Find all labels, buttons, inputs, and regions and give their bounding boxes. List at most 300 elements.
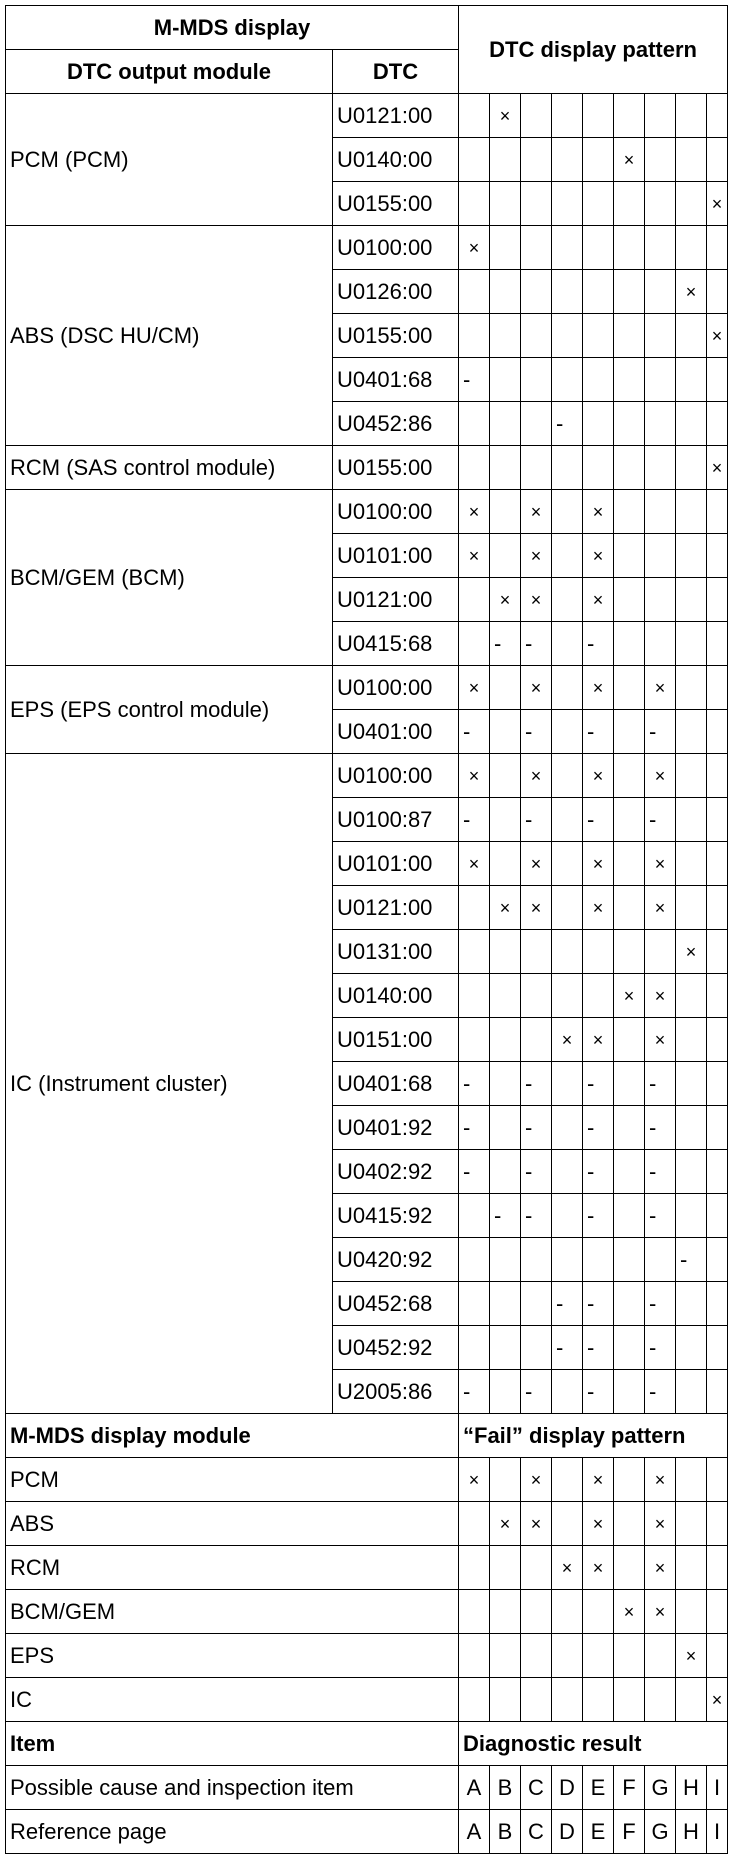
empty-cell: [707, 490, 728, 534]
empty-cell: [552, 446, 583, 490]
empty-cell: [676, 1590, 707, 1634]
empty-cell: [614, 182, 645, 226]
cross-mark: ×: [676, 270, 707, 314]
dtc-row: [6, 446, 728, 490]
empty-cell: [707, 358, 728, 402]
empty-cell: [459, 1018, 490, 1062]
dtc-code-cell: U0126:00: [333, 270, 459, 314]
empty-cell: [490, 490, 521, 534]
empty-cell: [459, 622, 490, 666]
result-letter-link[interactable]: G: [645, 1766, 676, 1810]
empty-cell: [490, 1678, 521, 1722]
cross-mark: ×: [583, 490, 614, 534]
cross-mark: ×: [645, 1458, 676, 1502]
dtc-code-cell: U0131:00: [333, 930, 459, 974]
empty-cell: [614, 1458, 645, 1502]
empty-cell: [645, 226, 676, 270]
dash-mark: -: [645, 1150, 676, 1194]
empty-cell: [490, 314, 521, 358]
empty-cell: [645, 94, 676, 138]
empty-cell: [707, 974, 728, 1018]
empty-cell: [490, 1282, 521, 1326]
dtc-row: [6, 490, 728, 534]
empty-cell: [707, 578, 728, 622]
empty-cell: [583, 138, 614, 182]
empty-cell: [614, 1546, 645, 1590]
empty-cell: [676, 534, 707, 578]
result-letter-link[interactable]: D: [552, 1766, 583, 1810]
cross-mark: ×: [645, 754, 676, 798]
dash-mark: -: [459, 1150, 490, 1194]
empty-cell: [552, 1238, 583, 1282]
empty-cell: [521, 446, 552, 490]
empty-cell: [459, 446, 490, 490]
dtc-row: [6, 226, 728, 270]
empty-cell: [614, 710, 645, 754]
item-cell: Possible cause and inspection item: [6, 1766, 459, 1810]
dash-mark: -: [459, 358, 490, 402]
fail-section-header-row: [6, 1414, 728, 1458]
cross-mark: ×: [583, 534, 614, 578]
dash-mark: -: [521, 1194, 552, 1238]
output-module-cell: BCM/GEM (BCM): [6, 490, 333, 666]
cross-mark: ×: [645, 1546, 676, 1590]
dash-mark: -: [583, 1370, 614, 1414]
cross-mark: ×: [552, 1018, 583, 1062]
cross-mark: ×: [707, 446, 728, 490]
empty-cell: [614, 1150, 645, 1194]
result-letter-link[interactable]: I: [707, 1766, 728, 1810]
result-letter-link[interactable]: I: [707, 1810, 728, 1854]
cross-mark: ×: [645, 974, 676, 1018]
cross-mark: ×: [459, 490, 490, 534]
item-header: Item: [6, 1722, 459, 1766]
cross-mark: ×: [490, 1502, 521, 1546]
empty-cell: [552, 94, 583, 138]
empty-cell: [521, 138, 552, 182]
empty-cell: [614, 1282, 645, 1326]
empty-cell: [707, 1018, 728, 1062]
dash-mark: -: [583, 798, 614, 842]
cross-mark: ×: [521, 490, 552, 534]
dash-mark: -: [645, 1282, 676, 1326]
cross-mark: ×: [459, 754, 490, 798]
cross-mark: ×: [521, 886, 552, 930]
empty-cell: [583, 314, 614, 358]
empty-cell: [645, 402, 676, 446]
dash-mark: -: [583, 710, 614, 754]
empty-cell: [552, 138, 583, 182]
result-letter-link[interactable]: B: [490, 1810, 521, 1854]
dtc-code-cell: U0100:00: [333, 754, 459, 798]
empty-cell: [645, 1634, 676, 1678]
empty-cell: [707, 138, 728, 182]
empty-cell: [490, 534, 521, 578]
empty-cell: [676, 666, 707, 710]
result-letter-link[interactable]: C: [521, 1810, 552, 1854]
result-letter-link[interactable]: G: [645, 1810, 676, 1854]
empty-cell: [552, 886, 583, 930]
dash-mark: -: [583, 1282, 614, 1326]
dash-mark: -: [490, 622, 521, 666]
dash-mark: -: [521, 1062, 552, 1106]
empty-cell: [521, 314, 552, 358]
cross-mark: ×: [583, 886, 614, 930]
dtc-code-cell: U0100:00: [333, 226, 459, 270]
empty-cell: [614, 534, 645, 578]
dtc-code-cell: U0100:00: [333, 490, 459, 534]
empty-cell: [583, 270, 614, 314]
empty-cell: [614, 270, 645, 314]
result-section-header-row: [6, 1722, 728, 1766]
dash-mark: -: [521, 710, 552, 754]
empty-cell: [707, 930, 728, 974]
dash-mark: -: [521, 1106, 552, 1150]
empty-cell: [676, 314, 707, 358]
dash-mark: -: [645, 1194, 676, 1238]
cross-mark: ×: [583, 842, 614, 886]
dtc-code-cell: U0452:86: [333, 402, 459, 446]
dash-mark: -: [583, 1194, 614, 1238]
empty-cell: [614, 578, 645, 622]
dtc-code-cell: U0100:87: [333, 798, 459, 842]
empty-cell: [645, 182, 676, 226]
empty-cell: [552, 754, 583, 798]
empty-cell: [490, 710, 521, 754]
empty-cell: [676, 1062, 707, 1106]
cross-mark: ×: [645, 666, 676, 710]
empty-cell: [490, 182, 521, 226]
result-letter-link[interactable]: C: [521, 1766, 552, 1810]
empty-cell: [490, 138, 521, 182]
dash-mark: -: [645, 1370, 676, 1414]
empty-cell: [676, 1326, 707, 1370]
empty-cell: [552, 1062, 583, 1106]
dash-mark: -: [521, 798, 552, 842]
empty-cell: [707, 534, 728, 578]
empty-cell: [583, 1634, 614, 1678]
empty-cell: [676, 1678, 707, 1722]
empty-cell: [676, 226, 707, 270]
empty-cell: [614, 1238, 645, 1282]
dash-mark: -: [459, 1062, 490, 1106]
dash-mark: -: [645, 1106, 676, 1150]
empty-cell: [645, 578, 676, 622]
empty-cell: [707, 842, 728, 886]
result-letter-link[interactable]: D: [552, 1810, 583, 1854]
empty-cell: [490, 402, 521, 446]
cross-mark: ×: [521, 534, 552, 578]
empty-cell: [707, 754, 728, 798]
dash-mark: -: [583, 1150, 614, 1194]
dash-mark: -: [676, 1238, 707, 1282]
fail-display-pattern-header: “Fail” display pattern: [459, 1414, 728, 1458]
empty-cell: [676, 842, 707, 886]
dtc-code-cell: U0155:00: [333, 182, 459, 226]
fail-row: [6, 1634, 728, 1678]
empty-cell: [552, 1678, 583, 1722]
empty-cell: [490, 1634, 521, 1678]
result-letter-link[interactable]: A: [459, 1810, 490, 1854]
empty-cell: [676, 182, 707, 226]
empty-cell: [707, 1370, 728, 1414]
empty-cell: [459, 1238, 490, 1282]
cross-mark: ×: [459, 534, 490, 578]
empty-cell: [459, 138, 490, 182]
empty-cell: [645, 1678, 676, 1722]
empty-cell: [552, 1590, 583, 1634]
result-letter-link[interactable]: E: [583, 1766, 614, 1810]
empty-cell: [521, 1678, 552, 1722]
dtc-code-cell: U0420:92: [333, 1238, 459, 1282]
cross-mark: ×: [490, 94, 521, 138]
empty-cell: [459, 886, 490, 930]
output-module-cell: PCM (PCM): [6, 94, 333, 226]
dtc-code-cell: U0401:68: [333, 1062, 459, 1106]
empty-cell: [552, 1150, 583, 1194]
empty-cell: [490, 1062, 521, 1106]
dtc-code-cell: U0402:92: [333, 1150, 459, 1194]
empty-cell: [676, 1546, 707, 1590]
dtc-display-pattern-header: DTC display pattern: [459, 6, 728, 94]
cross-mark: ×: [583, 1502, 614, 1546]
cross-mark: ×: [645, 1590, 676, 1634]
dash-mark: -: [583, 1062, 614, 1106]
empty-cell: [645, 270, 676, 314]
empty-cell: [521, 270, 552, 314]
empty-cell: [490, 1150, 521, 1194]
empty-cell: [521, 402, 552, 446]
cross-mark: ×: [707, 182, 728, 226]
dtc-code-cell: U0140:00: [333, 138, 459, 182]
empty-cell: [676, 1458, 707, 1502]
display-module-cell: PCM: [6, 1458, 459, 1502]
dtc-code-cell: U0101:00: [333, 534, 459, 578]
dash-mark: -: [521, 1150, 552, 1194]
empty-cell: [490, 270, 521, 314]
result-letter-link[interactable]: F: [614, 1810, 645, 1854]
empty-cell: [583, 358, 614, 402]
empty-cell: [614, 1194, 645, 1238]
empty-cell: [459, 1678, 490, 1722]
empty-cell: [521, 1634, 552, 1678]
dash-mark: -: [490, 1194, 521, 1238]
cross-mark: ×: [707, 1678, 728, 1722]
empty-cell: [521, 182, 552, 226]
empty-cell: [707, 1546, 728, 1590]
empty-cell: [552, 1106, 583, 1150]
empty-cell: [490, 226, 521, 270]
empty-cell: [614, 226, 645, 270]
empty-cell: [707, 710, 728, 754]
empty-cell: [707, 1150, 728, 1194]
empty-cell: [645, 446, 676, 490]
cross-mark: ×: [490, 578, 521, 622]
dash-mark: -: [583, 1326, 614, 1370]
empty-cell: [614, 1370, 645, 1414]
empty-cell: [614, 886, 645, 930]
empty-cell: [614, 402, 645, 446]
dtc-code-cell: U0155:00: [333, 446, 459, 490]
empty-cell: [552, 1502, 583, 1546]
empty-cell: [676, 798, 707, 842]
empty-cell: [676, 402, 707, 446]
empty-cell: [707, 886, 728, 930]
empty-cell: [707, 798, 728, 842]
empty-cell: [521, 1590, 552, 1634]
cross-mark: ×: [552, 1546, 583, 1590]
mmds-display-header: M-MDS display: [6, 6, 459, 50]
empty-cell: [614, 1634, 645, 1678]
empty-cell: [459, 402, 490, 446]
empty-cell: [552, 490, 583, 534]
cross-mark: ×: [645, 1018, 676, 1062]
empty-cell: [676, 1150, 707, 1194]
empty-cell: [614, 666, 645, 710]
empty-cell: [459, 1282, 490, 1326]
cross-mark: ×: [676, 1634, 707, 1678]
dtc-code-cell: U0415:68: [333, 622, 459, 666]
dtc-code-cell: U0101:00: [333, 842, 459, 886]
empty-cell: [459, 1502, 490, 1546]
empty-cell: [707, 1282, 728, 1326]
empty-cell: [707, 402, 728, 446]
empty-cell: [552, 666, 583, 710]
empty-cell: [552, 226, 583, 270]
dash-mark: -: [645, 1062, 676, 1106]
dash-mark: -: [645, 710, 676, 754]
empty-cell: [552, 182, 583, 226]
cross-mark: ×: [521, 1458, 552, 1502]
result-letter-link[interactable]: A: [459, 1766, 490, 1810]
dtc-code-cell: U0121:00: [333, 578, 459, 622]
empty-cell: [707, 622, 728, 666]
empty-cell: [552, 1370, 583, 1414]
empty-cell: [583, 1678, 614, 1722]
empty-cell: [552, 974, 583, 1018]
dtc-row: [6, 94, 728, 138]
result-letter-link[interactable]: E: [583, 1810, 614, 1854]
cross-mark: ×: [645, 842, 676, 886]
dtc-code-cell: U0155:00: [333, 314, 459, 358]
cross-mark: ×: [459, 666, 490, 710]
empty-cell: [490, 1018, 521, 1062]
empty-cell: [676, 94, 707, 138]
empty-cell: [614, 314, 645, 358]
empty-cell: [459, 930, 490, 974]
empty-cell: [645, 622, 676, 666]
fail-row: [6, 1678, 728, 1722]
result-letter-link[interactable]: F: [614, 1766, 645, 1810]
empty-cell: [676, 710, 707, 754]
empty-cell: [707, 1062, 728, 1106]
empty-cell: [645, 358, 676, 402]
empty-cell: [676, 1106, 707, 1150]
cross-mark: ×: [583, 1018, 614, 1062]
cross-mark: ×: [583, 666, 614, 710]
empty-cell: [521, 1282, 552, 1326]
empty-cell: [614, 798, 645, 842]
empty-cell: [707, 94, 728, 138]
empty-cell: [707, 1634, 728, 1678]
empty-cell: [676, 974, 707, 1018]
empty-cell: [614, 1678, 645, 1722]
empty-cell: [614, 1062, 645, 1106]
cross-mark: ×: [459, 1458, 490, 1502]
cross-mark: ×: [521, 842, 552, 886]
empty-cell: [490, 1238, 521, 1282]
empty-cell: [552, 578, 583, 622]
empty-cell: [521, 974, 552, 1018]
empty-cell: [459, 270, 490, 314]
cross-mark: ×: [645, 886, 676, 930]
empty-cell: [614, 1106, 645, 1150]
empty-cell: [645, 1238, 676, 1282]
empty-cell: [552, 1458, 583, 1502]
dtc-row: [6, 666, 728, 710]
dtc-output-module-header: DTC output module: [6, 50, 333, 94]
empty-cell: [676, 138, 707, 182]
empty-cell: [490, 842, 521, 886]
empty-cell: [614, 1502, 645, 1546]
empty-cell: [490, 974, 521, 1018]
empty-cell: [614, 622, 645, 666]
empty-cell: [459, 578, 490, 622]
empty-cell: [676, 754, 707, 798]
empty-cell: [552, 842, 583, 886]
empty-cell: [707, 1106, 728, 1150]
cross-mark: ×: [614, 138, 645, 182]
empty-cell: [583, 930, 614, 974]
empty-cell: [490, 1106, 521, 1150]
cross-mark: ×: [521, 578, 552, 622]
empty-cell: [490, 1458, 521, 1502]
cross-mark: ×: [459, 842, 490, 886]
empty-cell: [552, 798, 583, 842]
empty-cell: [707, 270, 728, 314]
item-cell: Reference page: [6, 1810, 459, 1854]
dash-mark: -: [583, 1106, 614, 1150]
empty-cell: [459, 314, 490, 358]
header-row-1: [6, 6, 728, 50]
fail-row: [6, 1590, 728, 1634]
empty-cell: [707, 1458, 728, 1502]
cross-mark: ×: [645, 1502, 676, 1546]
result-letter-link[interactable]: H: [676, 1810, 707, 1854]
dash-mark: -: [645, 1326, 676, 1370]
empty-cell: [552, 270, 583, 314]
dash-mark: -: [521, 622, 552, 666]
cross-mark: ×: [583, 1546, 614, 1590]
result-letter-link[interactable]: H: [676, 1766, 707, 1810]
empty-cell: [645, 930, 676, 974]
result-letter-link[interactable]: B: [490, 1766, 521, 1810]
display-module-cell: EPS: [6, 1634, 459, 1678]
dash-mark: -: [459, 798, 490, 842]
empty-cell: [490, 1546, 521, 1590]
empty-cell: [583, 974, 614, 1018]
dtc-code-cell: U0151:00: [333, 1018, 459, 1062]
empty-cell: [552, 1194, 583, 1238]
result-row: [6, 1766, 728, 1810]
empty-cell: [676, 1282, 707, 1326]
empty-cell: [490, 446, 521, 490]
dash-mark: -: [459, 710, 490, 754]
empty-cell: [583, 446, 614, 490]
empty-cell: [490, 1590, 521, 1634]
empty-cell: [490, 930, 521, 974]
empty-cell: [552, 358, 583, 402]
